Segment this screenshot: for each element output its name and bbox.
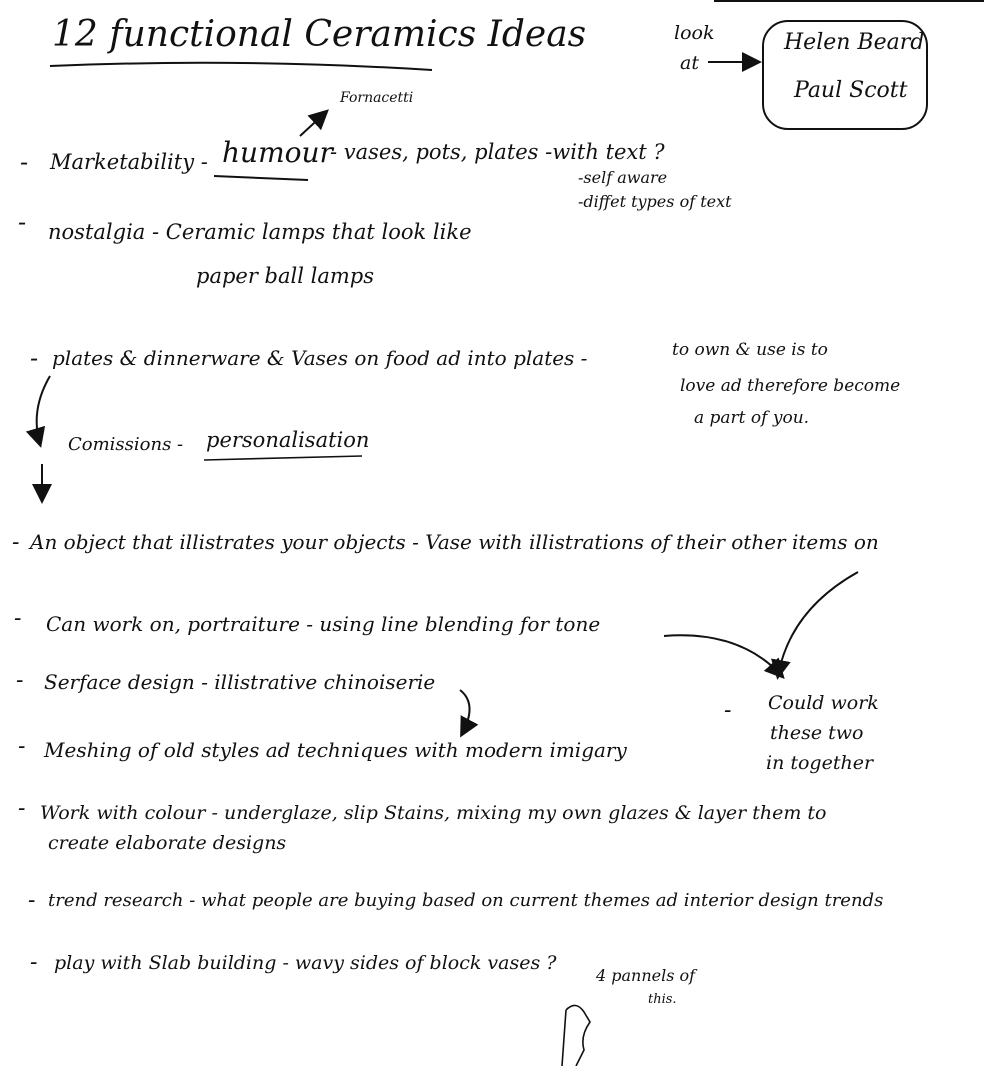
bullet-dash: -	[18, 208, 27, 236]
commissions-label: Comissions -	[68, 434, 184, 455]
marketability-label: Marketability -	[50, 150, 208, 174]
look-label: look	[674, 22, 715, 44]
page-title: 12 functional Ceramics Ideas	[52, 14, 587, 55]
humour-underline	[214, 176, 308, 180]
page-edge-line	[714, 0, 984, 2]
object-text: An object that illistrates your objects - Vase with illistrations of their other items on	[30, 530, 879, 554]
commissions-arrow	[37, 376, 50, 444]
nostalgia-line: paper ball lamps	[196, 264, 374, 288]
bullet-dash: -	[30, 950, 38, 975]
bullet-dash: -	[16, 668, 24, 693]
slab-aside: 4 pannels of	[596, 966, 696, 985]
marketability-sub: -self aware	[578, 168, 668, 187]
plates-aside: a part of you.	[694, 408, 810, 428]
colour-line: create elaborate designs	[48, 832, 287, 854]
could-work-line: Could work	[768, 692, 879, 714]
bullet-dash: -	[28, 888, 36, 913]
slab-sketch	[562, 1005, 590, 1066]
bullet-dash: -	[724, 698, 732, 723]
fornacetti-arrow	[300, 112, 326, 136]
trend-text: trend research - what people are buying based on current themes ad interior design trends	[48, 890, 884, 911]
reference-name: Helen Beard	[784, 30, 925, 55]
reference-name: Paul Scott	[794, 78, 908, 103]
colour-line: Work with colour - underglaze, slip Stains, mixing my own glazes & layer them to	[40, 802, 827, 824]
surface-text: Serface design - illistrative chinoiserie	[44, 670, 436, 694]
bullet-dash: -	[12, 530, 20, 555]
bullet-dash: -	[30, 344, 39, 372]
slab-text: play with Slab building - wavy sides of block vases ?	[54, 952, 557, 974]
plates-text: plates & dinnerware & Vases on food ad into plates -	[52, 346, 588, 370]
bullet-dash: -	[14, 606, 22, 631]
could-work-line: in together	[766, 752, 874, 774]
at-label: at	[680, 52, 699, 74]
portraiture-text: Can work on, portraiture - using line blending for tone	[46, 612, 601, 636]
humour-keyword: humour	[222, 136, 333, 169]
title-underline	[50, 63, 432, 70]
bullet-dash: -	[18, 734, 26, 759]
bullet-dash: -	[20, 148, 29, 176]
portraiture-arrow	[664, 635, 782, 676]
plates-aside: to own & use is to	[672, 340, 828, 360]
personalisation-underline	[204, 456, 362, 460]
marketability-rest: - vases, pots, plates -with text ?	[330, 140, 665, 164]
nostalgia-line: nostalgia - Ceramic lamps that look like	[48, 220, 472, 244]
chinoiserie-arrow	[460, 690, 470, 734]
bullet-dash: -	[18, 796, 26, 821]
personalisation-keyword: personalisation	[206, 428, 370, 452]
plates-aside: love ad therefore become	[680, 376, 901, 396]
object-arrow	[778, 572, 858, 676]
could-work-line: these two	[770, 722, 864, 744]
slab-aside: this.	[648, 992, 677, 1007]
meshing-text: Meshing of old styles ad techniques with modern imigary	[44, 738, 627, 762]
fornacetti-note: Fornacetti	[340, 90, 414, 106]
marketability-sub: -diffet types of text	[578, 192, 732, 211]
